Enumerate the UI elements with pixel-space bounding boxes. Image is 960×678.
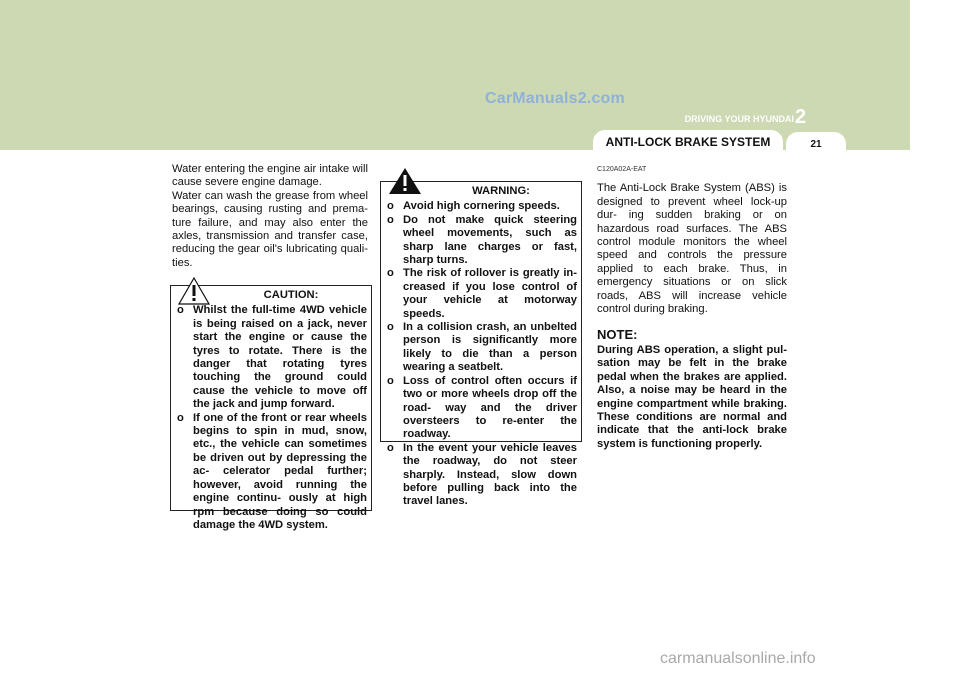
warning-item: o In a collision crash, an unbelted person is significantly more likely to die than a person wearing a seatbelt. bbox=[387, 321, 577, 375]
header-band-edge bbox=[910, 0, 960, 150]
warning-item: o Do not make quick steering wheel movements, such as sharp lane charges or fast, sharp turns. bbox=[387, 214, 577, 268]
note-title: NOTE: bbox=[597, 327, 638, 343]
left-column bbox=[172, 163, 368, 270]
warning-title: WARNING: bbox=[472, 185, 530, 197]
warning-item: o Avoid high cornering speeds. bbox=[387, 200, 577, 213]
page-number: 21 bbox=[786, 132, 846, 156]
caution-item: o If one of the front or rear wheels begins to spin in mud, snow, etc., the vehicle can sometimes be driven out by depressing the ac- celerator pedal further; however, avoid running the engine continu- ously at high rpm because doing so could damage the 4WD system. bbox=[177, 412, 367, 533]
caution-item: o Whilst the full-time 4WD vehicle is being raised on a jack, never start the engine or cause the tyres to rotate. There is the danger that rotating tyres touching the ground could cause the vehicle to move off the jack and jump forward. bbox=[177, 304, 367, 411]
intro-paragraph-1: Water entering the engine air intake will cause severe engine damage. bbox=[172, 163, 368, 189]
section-code: C120A02A-EAT bbox=[597, 166, 647, 173]
warning-item: o In the event your vehicle leaves the roadway, do not steer sharply. Instead, slow down before pulling back into the travel lanes. bbox=[387, 442, 577, 509]
note-text: During ABS operation, a slight pul- sation may be felt in the brake pedal when the brakes are applied. Also, a noise may be heard in the engine compartment while braking. These conditions are normal and indicate that the anti-lock brake system is functioning properly. bbox=[597, 343, 787, 450]
chapter-title: DRIVING YOUR HYUNDAI bbox=[684, 114, 794, 124]
caution-warning-icon bbox=[178, 277, 210, 305]
right-column bbox=[597, 163, 787, 451]
warning-exclamation-icon bbox=[388, 167, 422, 195]
warning-item: o Loss of control often occurs if two or more wheels drop off the road- way and the driver oversteers to re-enter the roadway. bbox=[387, 375, 577, 442]
abs-description: The Anti-Lock Brake System (ABS) is designed to prevent wheel lock-up dur- ing sudden braking or on hazardous road surfaces. The ABS control module monitors the wheel speed and controls the pressure applied to each brake. Thus, in emergency situations or on slick roads, ABS will increase vehicle control during braking. bbox=[597, 182, 787, 316]
warning-box bbox=[380, 181, 582, 508]
intro-paragraph-2: Water can wash the grease from wheel bearings, causing rusting and prema- ture failure, and may also enter the axles, transmission and transfer case, reducing the gear oil's lubricating quali- ties. bbox=[172, 189, 368, 269]
warning-item: o The risk of rollover is greatly in- creased if you lose control of your vehicle at motorway speeds. bbox=[387, 267, 577, 321]
section-title: ANTI-LOCK BRAKE SYSTEM bbox=[593, 130, 783, 154]
warning-list bbox=[381, 200, 581, 508]
footer-watermark: carmanualsonline.info bbox=[660, 650, 816, 667]
site-watermark: CarManuals2.com bbox=[485, 90, 625, 107]
caution-list bbox=[171, 304, 371, 532]
chapter-number: 2 bbox=[795, 106, 807, 128]
caution-title: CAUTION: bbox=[263, 289, 319, 301]
caution-box bbox=[170, 285, 372, 531]
header-band bbox=[0, 0, 960, 150]
